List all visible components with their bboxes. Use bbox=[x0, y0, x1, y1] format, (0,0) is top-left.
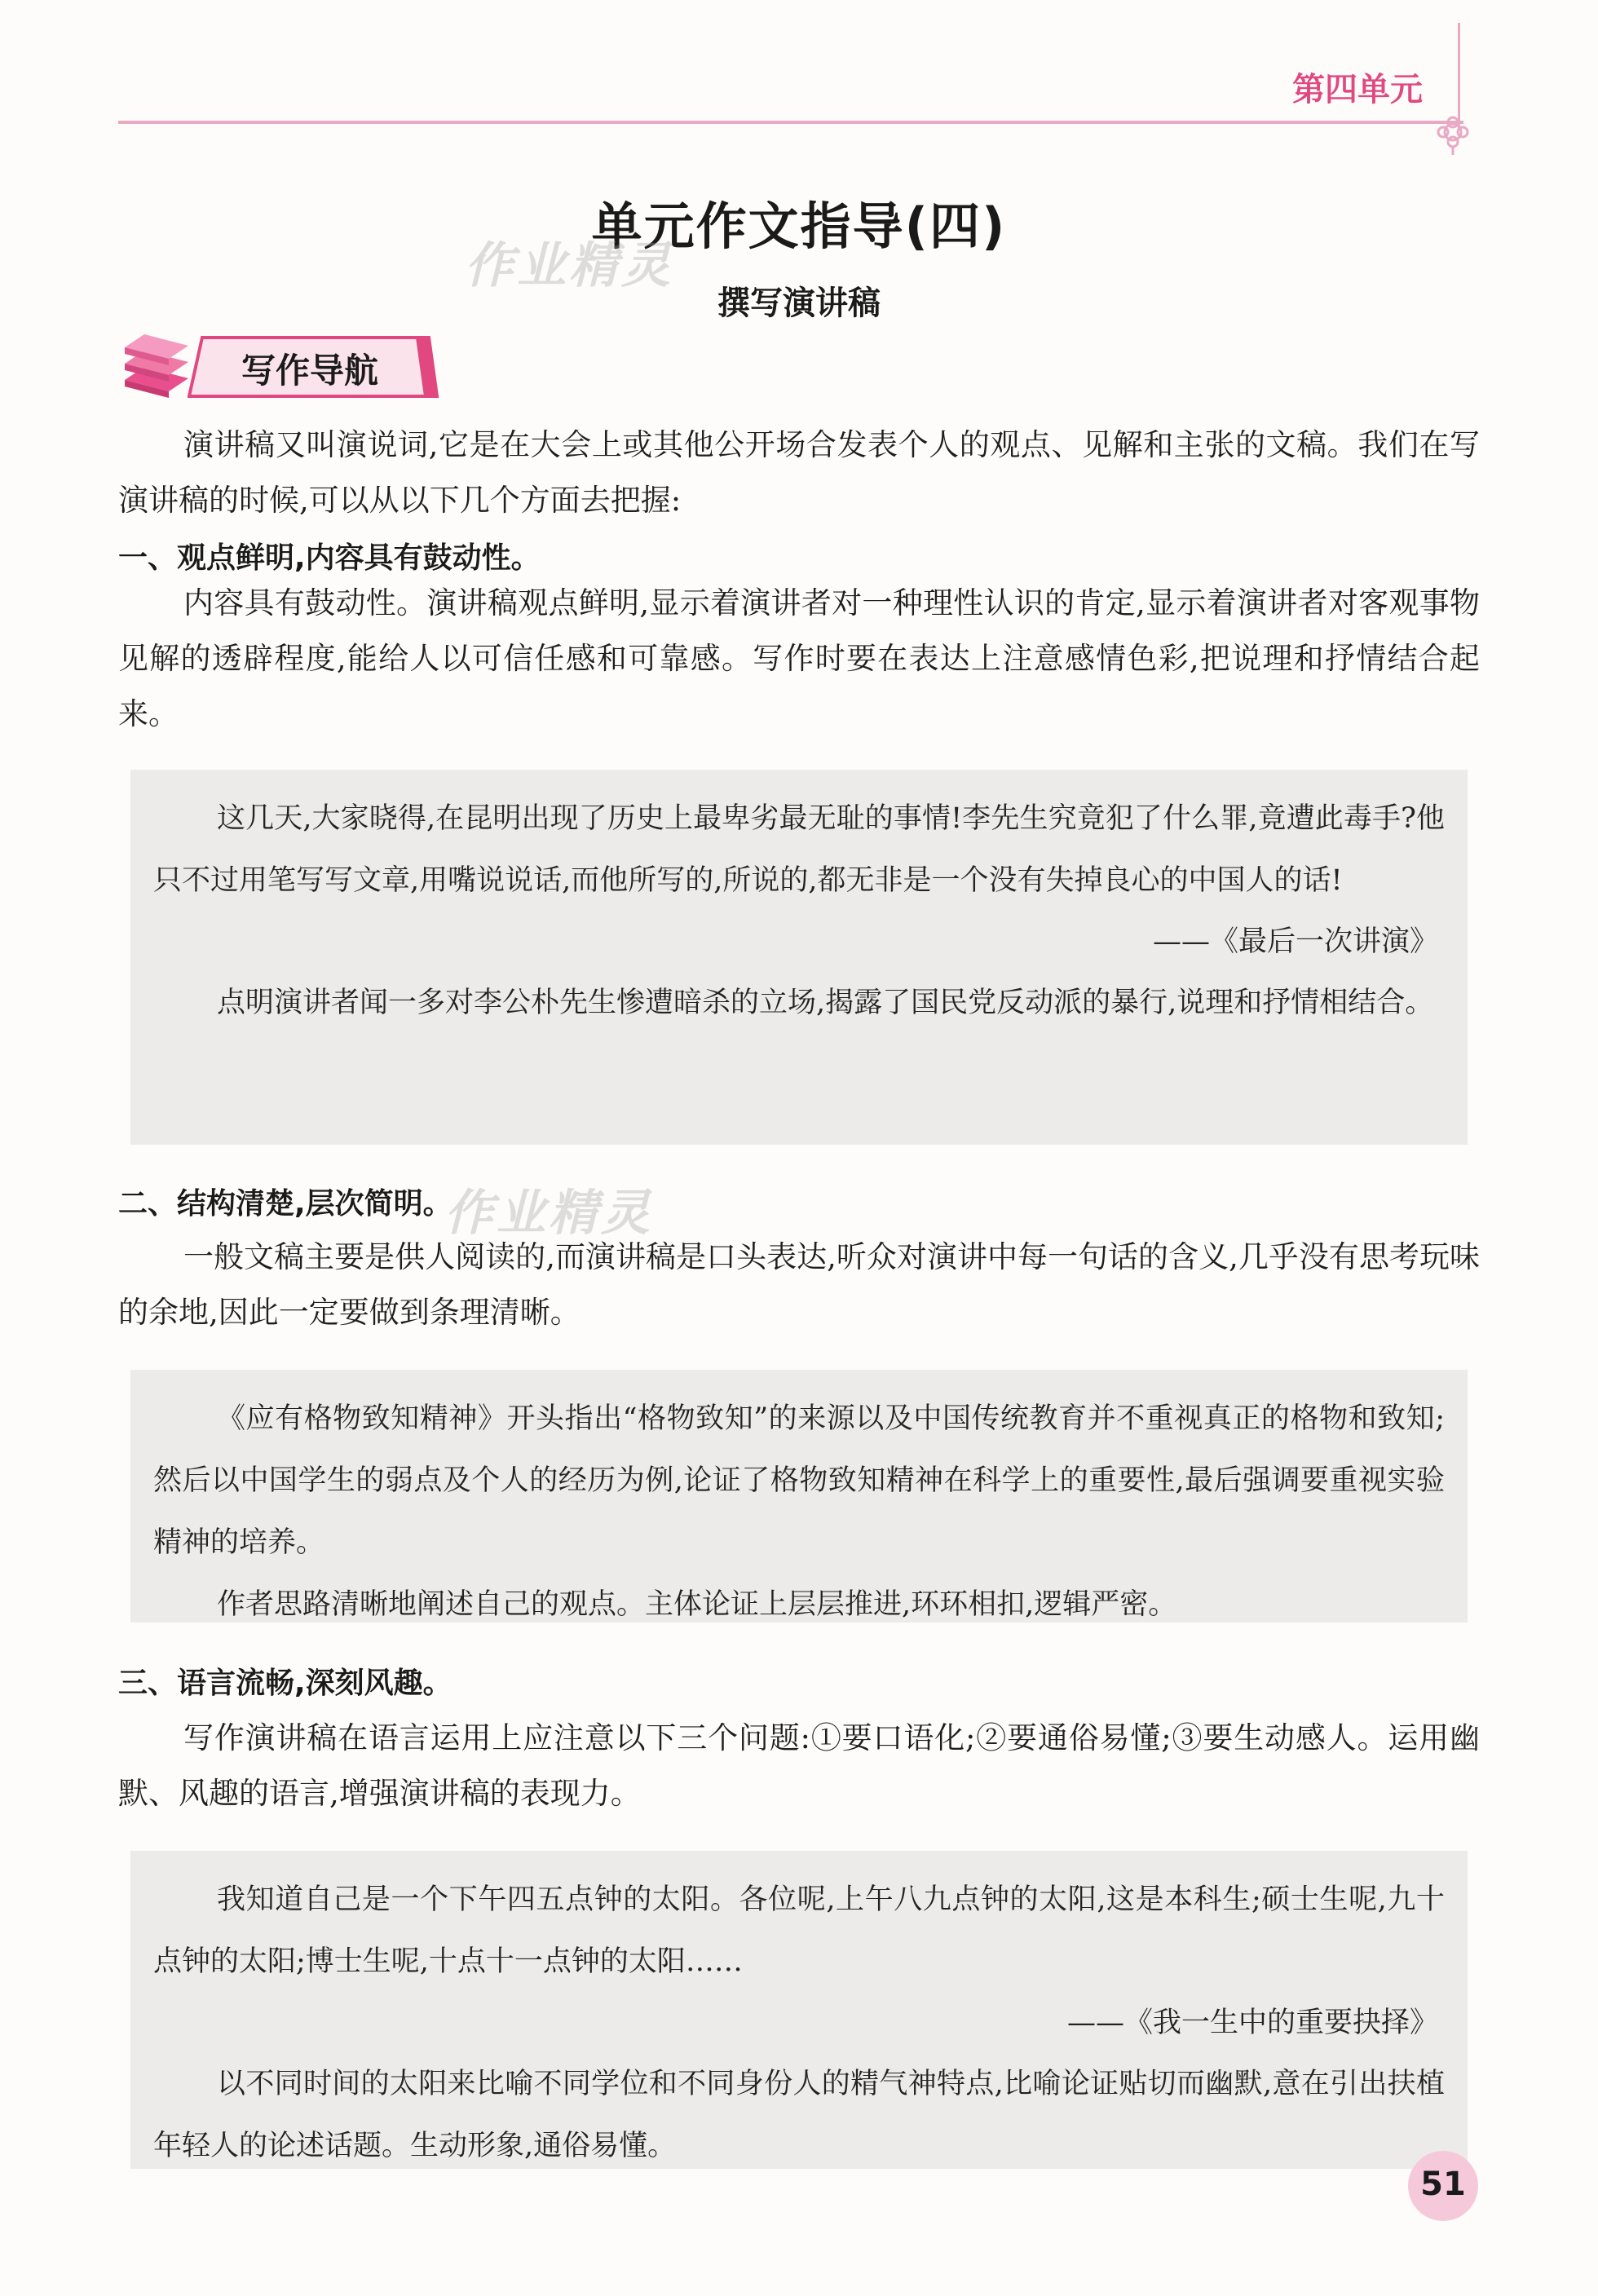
example-comment: 以不同时间的太阳来比喻不同学位和不同身份人的精气神特点,比喻论证贴切而幽默,意在引出扶植年轻人的论述话题。生动形象,通俗易懂。 bbox=[153, 2068, 1445, 2162]
header-rule bbox=[118, 121, 1463, 124]
page-number: 51 bbox=[1420, 2166, 1466, 2203]
example-source: ——《我一生中的重要抉择》 bbox=[1066, 2007, 1438, 2039]
point-body: 写作演讲稿在语言运用上应注意以下三个问题:①要口语化;②要通俗易懂;③要生动感人。运用幽默、风趣的语言,增强演讲稿的表现力。 bbox=[118, 1720, 1480, 1811]
example-quote: 《应有格物致知精神》开头指出“格物致知”的来源以及中国传统教育并不重视真正的格物和致知;然后以中国学生的弱点及个人的经历为例,论证了格物致知精神在科学上的重要性,最后强调要重视实验精神的培养。 bbox=[153, 1402, 1445, 1559]
example-box bbox=[130, 1370, 1468, 1623]
example-box bbox=[130, 770, 1468, 1145]
point-body: 一般文稿主要是供人阅读的,而演讲稿是口头表达,听众对演讲中每一句话的含义,几乎没有思考玩味的余地,因此一定要做到条理清晰。 bbox=[118, 1239, 1480, 1330]
example-quote: 这几天,大家晓得,在昆明出现了历史上最卑劣最无耻的事情!李先生究竟犯了什么罪,竟遭此毒手?他只不过用笔写写文章,用嘴说说话,而他所写的,所说的,都无非是一个没有失掉良心的中国人的话! bbox=[153, 802, 1445, 897]
point-heading: 三、语言流畅,深刻风趣。 bbox=[118, 1667, 452, 1700]
page-title: 单元作文指导(四) bbox=[591, 196, 1007, 256]
section-title: 写作导航 bbox=[241, 351, 378, 391]
page-subtitle: 撰写演讲稿 bbox=[717, 285, 881, 322]
intro-paragraph: 演讲稿又叫演说词,它是在大会上或其他公开场合发表个人的观点、见解和主张的文稿。我们在写演讲稿的时候,可以从以下几个方面去把握: bbox=[118, 427, 1480, 518]
point-body: 内容具有鼓动性。演讲稿观点鲜明,显示着演讲者对一种理性认识的肯定,显示着演讲者对客观事物见解的透辟程度,能给人以可信任感和可靠感。写作时要在表达上注意感情色彩,把说理和抒情结合起来。 bbox=[118, 585, 1480, 731]
unit-label: 第四单元 bbox=[1292, 71, 1423, 108]
example-comment: 作者思路清晰地阐述自己的观点。主体论证上层层推进,环环相扣,逻辑严密。 bbox=[217, 1588, 1177, 1621]
watermark: 作业精灵 bbox=[465, 237, 673, 294]
example-box bbox=[130, 1851, 1468, 2169]
point-heading: 二、结构清楚,层次简明。 bbox=[118, 1187, 452, 1221]
watermark: 作业精灵 bbox=[444, 1185, 653, 1242]
example-source: ——《最后一次讲演》 bbox=[1152, 925, 1438, 958]
books-icon bbox=[118, 333, 192, 400]
example-quote: 我知道自己是一个下午四五点钟的太阳。各位呢,上午八九点钟的太阳,这是本科生;硕士生呢,九十点钟的太阳;博士生呢,十点十一点钟的太阳…… bbox=[153, 1883, 1445, 1978]
point-heading: 一、观点鲜明,内容具有鼓动性。 bbox=[118, 541, 541, 575]
chinese-knot-icon bbox=[1428, 108, 1477, 157]
example-comment: 点明演讲者闻一多对李公朴先生惨遭暗杀的立场,揭露了国民党反动派的暴行,说理和抒情相结合。 bbox=[217, 987, 1434, 1019]
